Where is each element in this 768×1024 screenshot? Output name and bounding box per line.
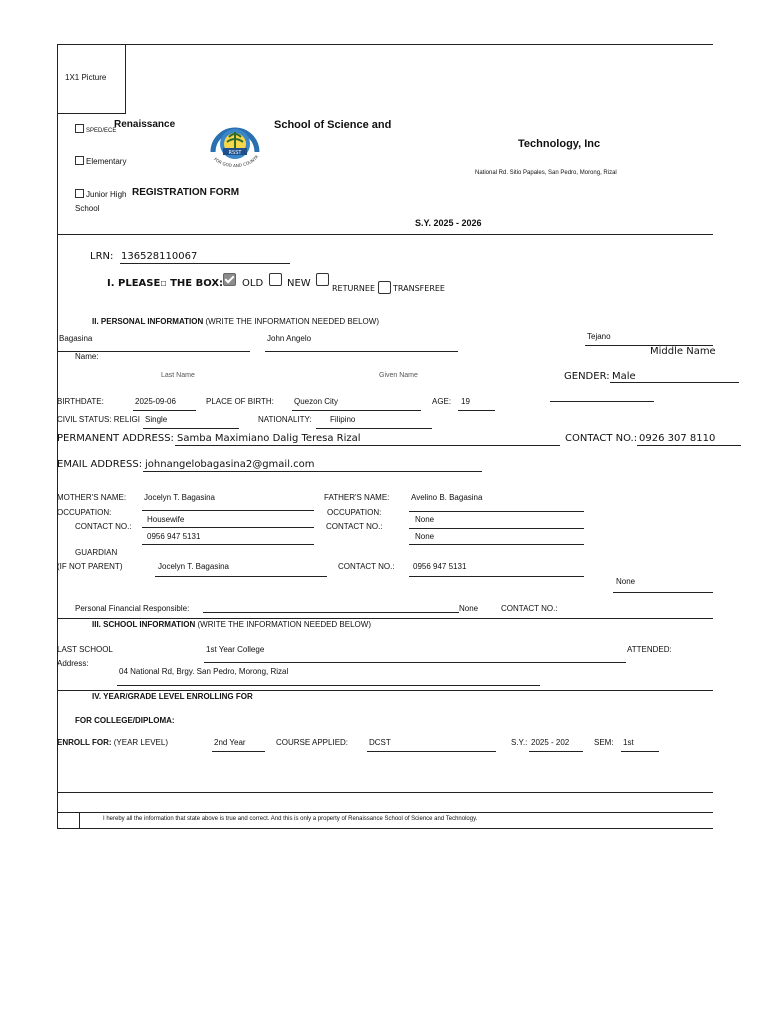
last-school-label: LAST SCHOOL: [57, 645, 113, 654]
sy-label: S.Y.:: [511, 738, 528, 747]
father-occupation-label: OCCUPATION:: [327, 508, 382, 517]
old-checkbox[interactable]: [223, 273, 236, 286]
lrn-value[interactable]: 136528110067: [121, 251, 198, 262]
returnee-checkbox[interactable]: [316, 273, 329, 286]
mother-contact-label: CONTACT NO.:: [75, 522, 132, 531]
extra-none-value[interactable]: None: [616, 577, 636, 586]
level-elementary-checkbox[interactable]: Elementary: [75, 156, 126, 166]
last-name-label: Last Name: [161, 372, 195, 379]
mother-contact-value[interactable]: 0956 947 5131: [147, 532, 201, 541]
last-school-value[interactable]: 1st Year College: [206, 645, 265, 654]
birthdate-value[interactable]: 2025-09-06: [135, 397, 176, 406]
birthdate-label: BIRTHDATE:: [57, 397, 104, 406]
given-name-value[interactable]: John Angelo: [267, 334, 312, 343]
guardian-contact-label: CONTACT NO.:: [338, 562, 395, 571]
sem-label: SEM:: [594, 738, 614, 747]
guardian-note: (IF NOT PARENT): [57, 562, 123, 571]
father-name-label: FATHER'S NAME:: [324, 493, 390, 502]
picture-box: [57, 44, 126, 114]
level-junior-high-checkbox[interactable]: Junior High: [75, 189, 126, 199]
school-address-label: Address:: [57, 659, 89, 668]
last-name-value[interactable]: Bagasina: [59, 334, 93, 343]
email-label: EMAIL ADDRESS:: [57, 459, 143, 470]
level-school-label: School: [75, 204, 100, 213]
attended-label: ATTENDED:: [627, 645, 672, 654]
school-address: National Rd. Sitio Papales, San Pedro, Morong, Rizal: [475, 170, 617, 176]
mother-name-label: MOTHER'S NAME:: [57, 493, 127, 502]
financial-value[interactable]: None: [459, 604, 479, 613]
given-name-label: Given Name: [379, 372, 418, 379]
gender-value[interactable]: Male: [612, 371, 636, 382]
guardian-value[interactable]: Jocelyn T. Bagasina: [158, 562, 230, 571]
new-label: NEW: [287, 278, 311, 289]
birthplace-value[interactable]: Quezon City: [294, 397, 339, 406]
header-divider: [57, 234, 713, 235]
school-name-mid: School of Science and: [274, 119, 392, 131]
age-label: AGE:: [432, 397, 452, 406]
course-label: COURSE APPLIED:: [276, 738, 349, 747]
father-name-value[interactable]: Avelino B. Bagasina: [411, 493, 483, 502]
gender-label: GENDER:: [564, 371, 610, 382]
nationality-label: NATIONALITY:: [258, 415, 312, 424]
svg-text:RSST: RSST: [228, 150, 242, 156]
check-section-label: I. PLEASE☐ THE BOX:: [107, 278, 224, 289]
school-logo: [203, 120, 267, 174]
middle-name-label: Middle Name: [650, 346, 716, 357]
name-label: Name:: [75, 352, 99, 361]
school-year: S.Y. 2025 - 2026: [415, 218, 482, 228]
birthplace-label: PLACE OF BIRTH:: [206, 397, 274, 406]
mother-occupation-value[interactable]: Housewife: [147, 515, 185, 524]
school-name-right: Technology, Inc: [518, 138, 601, 150]
school-address-value[interactable]: 04 National Rd, Brgy. San Pedro, Morong, Rizal: [119, 667, 289, 676]
lrn-label: LRN:: [90, 251, 114, 262]
father-contact-label: CONTACT NO.:: [326, 522, 383, 531]
form-title: REGISTRATION FORM: [132, 187, 240, 198]
sy-value[interactable]: 2025 - 202: [531, 738, 570, 747]
transferee-label: TRANSFEREE: [393, 284, 445, 293]
civil-status-value[interactable]: Single: [145, 415, 168, 424]
year-level-value[interactable]: 2nd Year: [214, 738, 246, 747]
financial-label: Personal Financial Responsible:: [75, 604, 190, 613]
transferee-checkbox[interactable]: [378, 281, 391, 294]
college-label: FOR COLLEGE/DIPLOMA:: [75, 716, 175, 725]
svg-text:FOR GOD AND COUNTRY: FOR GOD AND COUNTR: [213, 154, 260, 169]
civil-status-label: CIVIL STATUS: RELIGI: [57, 415, 140, 424]
father-occupation-value[interactable]: None: [415, 515, 435, 524]
mother-name-value[interactable]: Jocelyn T. Bagasina: [144, 493, 216, 502]
guardian-label: GUARDIAN: [75, 548, 118, 557]
course-value[interactable]: DCST: [369, 738, 391, 747]
new-checkbox[interactable]: [269, 273, 282, 286]
contact-value[interactable]: 0926 307 8110: [639, 433, 716, 444]
personal-heading: II. PERSONAL INFORMATION (WRITE THE INFORMATION NEEDED BELOW): [92, 317, 379, 326]
middle-name-value[interactable]: Tejano: [587, 332, 611, 341]
age-value[interactable]: 19: [461, 397, 470, 406]
financial-contact-label: CONTACT NO.:: [501, 604, 558, 613]
nationality-value[interactable]: Filipino: [330, 415, 356, 424]
school-heading: III. SCHOOL INFORMATION (WRITE THE INFORMATION NEEDED BELOW): [92, 620, 371, 629]
top-border: [57, 44, 713, 45]
sem-value[interactable]: 1st: [623, 738, 634, 747]
school-divider: [57, 690, 713, 691]
enroll-heading: IV. YEAR/GRADE LEVEL ENROLLING FOR: [92, 692, 253, 701]
permanent-address-label: PERMANENT ADDRESS:: [57, 433, 174, 444]
old-label: OLD: [242, 278, 264, 289]
mother-occupation-label: OCCUPATION:: [57, 508, 112, 517]
family-divider: [57, 618, 713, 619]
school-name-left: Renaissance: [114, 119, 176, 130]
father-contact-value[interactable]: None: [415, 532, 435, 541]
permanent-address-value[interactable]: Samba Maximiano Dalig Teresa Rizal: [177, 433, 361, 444]
level-sped-checkbox[interactable]: SPED/ECE: [75, 124, 116, 134]
picture-label: 1X1 Picture: [65, 73, 107, 82]
guardian-contact-value[interactable]: 0956 947 5131: [413, 562, 467, 571]
contact-label: CONTACT NO.:: [565, 433, 638, 444]
enroll-label: ENROLL FOR: (YEAR LEVEL): [57, 738, 168, 747]
email-value[interactable]: johnangelobagasina2@gmail.com: [145, 459, 315, 470]
certification-text: I hereby all the information that state above is true and correct. And this is only a property of Renaissance School of Science and Technology.: [103, 816, 478, 822]
returnee-label: RETURNEE: [332, 284, 376, 293]
